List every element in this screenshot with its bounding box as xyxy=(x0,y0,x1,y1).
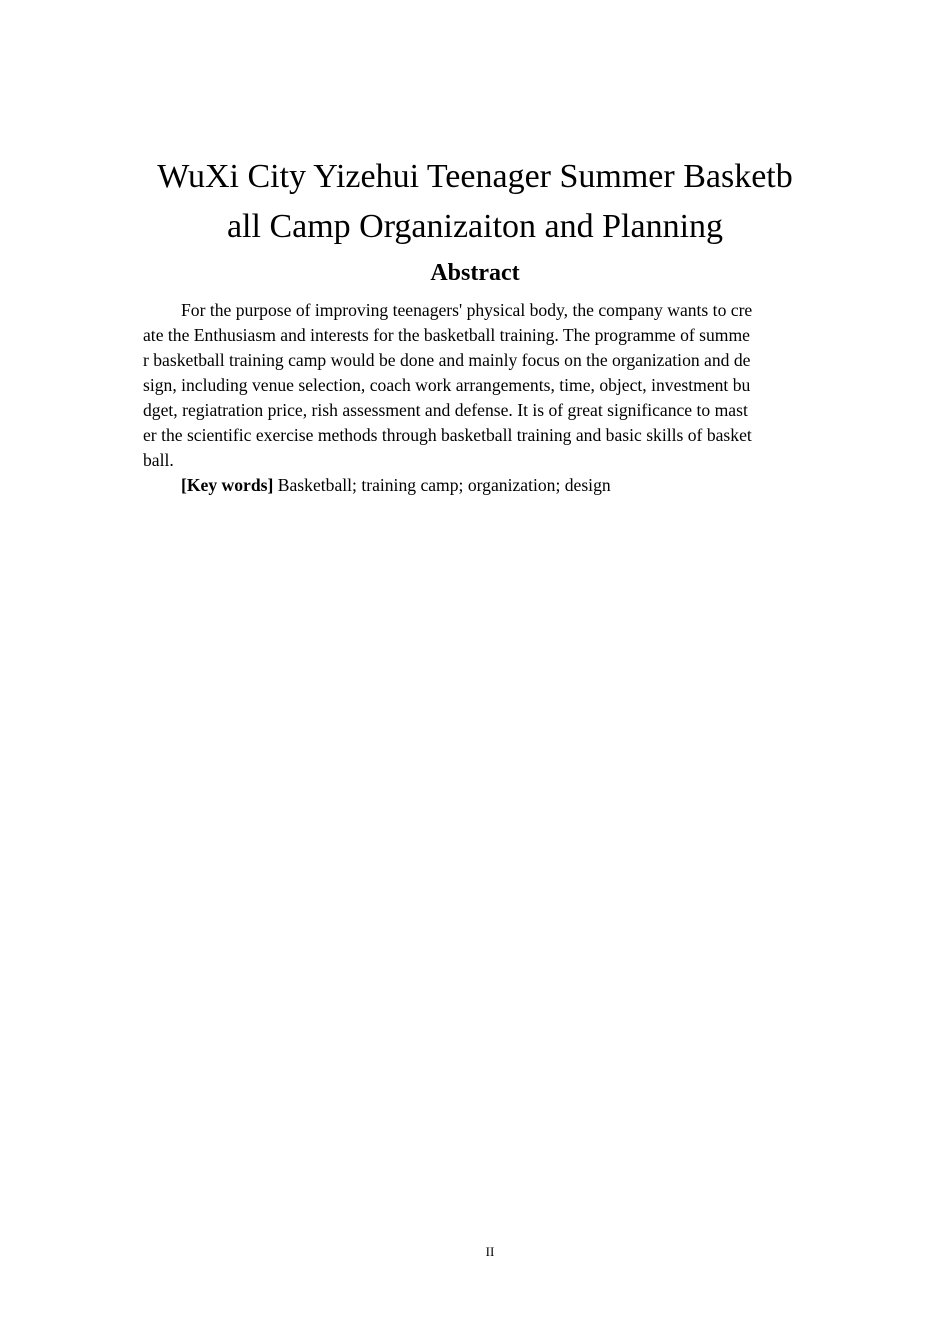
keywords-line xyxy=(181,473,611,498)
abstract-paragraph xyxy=(143,298,807,473)
abstract-line: dget, regiatration price, rish assessment and defense. It is of great significance to mast xyxy=(143,400,748,420)
page-number: II xyxy=(485,1244,495,1259)
document-title xyxy=(143,152,807,252)
title-line-2: all Camp Organizaiton and Planning xyxy=(226,208,724,245)
keywords-text: Basketball; training camp; organization; design xyxy=(277,475,611,495)
keywords-label: [Key words] xyxy=(181,475,274,495)
abstract-line: For the purpose of improving teenagers' physical body, the company wants to cre xyxy=(181,300,753,320)
abstract-heading: Abstract xyxy=(430,260,520,286)
abstract-line: ate the Enthusiasm and interests for the basketball training. The programme of summe xyxy=(143,325,750,345)
abstract-line: r basketball training camp would be done and mainly focus on the organization and de xyxy=(143,350,751,370)
abstract-line: er the scientific exercise methods through basketball training and basic skills of basket xyxy=(143,425,752,445)
abstract-line: sign, including venue selection, coach work arrangements, time, object, investment bu xyxy=(143,375,751,395)
title-line-1: WuXi City Yizehui Teenager Summer Basketb xyxy=(157,158,793,195)
abstract-line: ball. xyxy=(143,450,174,470)
